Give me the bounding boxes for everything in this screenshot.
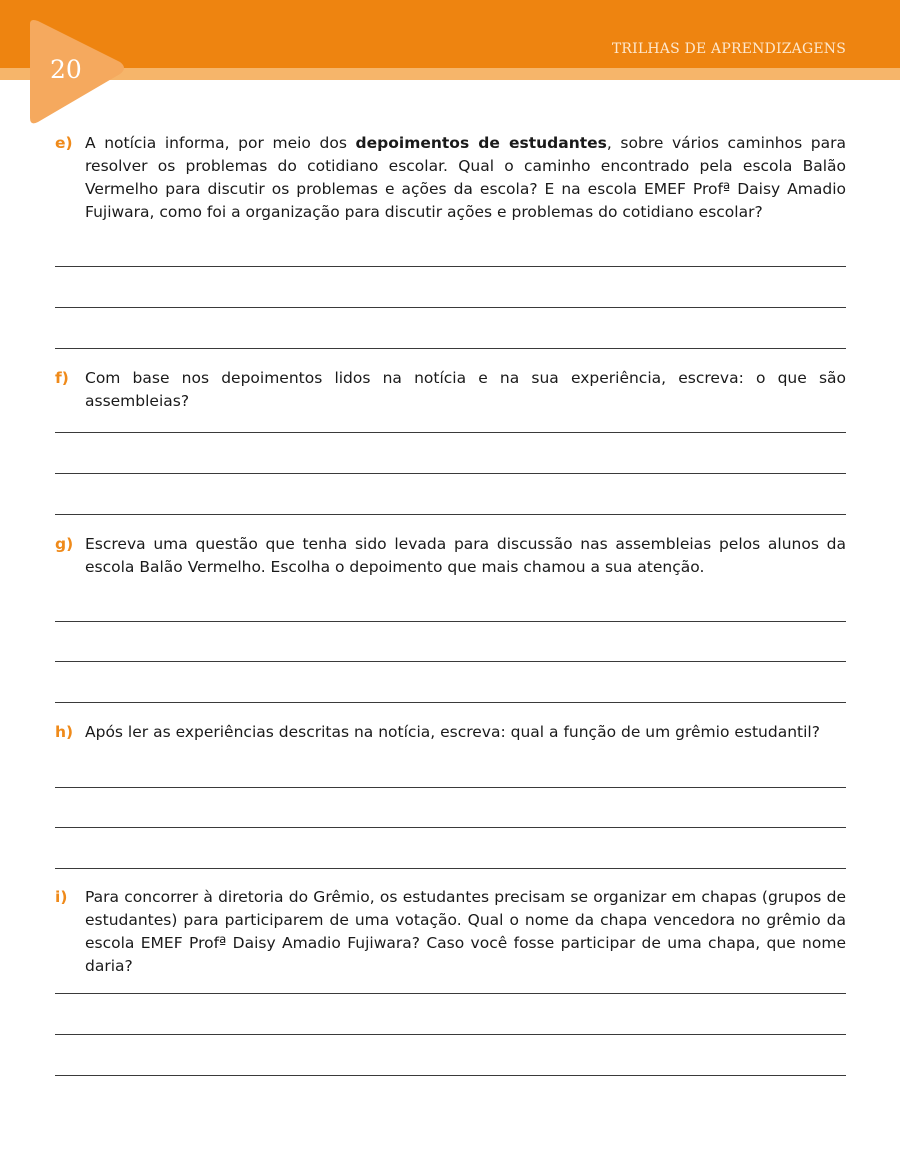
question-text: Escreva uma questão que tenha sido levada para discussão nas assembleias pelos alunos da escola Balão Vermelho. Escolha o depoimento que mais chamou a sua atenção. [85,535,846,576]
question-text: Para concorrer à diretoria do Grêmio, os estudantes precisam se organizar em chapas (grupos de estudantes) para participarem de uma votação. Qual o nome da chapa vencedora no grêmio da escola EMEF Profª Daisy Amadio Fujiwara? Caso você fosse participar de uma chapa, que nome daria? [85,888,846,975]
answer-line[interactable] [55,787,846,788]
answer-line[interactable] [55,307,846,308]
answer-line[interactable] [55,432,846,433]
answer-line[interactable] [55,702,846,703]
question-f [55,367,846,413]
question-letter: f) [55,369,69,387]
question-i [55,886,846,978]
question-e [55,132,846,224]
question-g [55,533,846,579]
question-text: Após ler as experiências descritas na notícia, escreva: qual a função de um grêmio estudantil? [85,723,820,741]
answer-line[interactable] [55,868,846,869]
question-letter: g) [55,535,74,553]
page-number: 20 [50,55,82,84]
header-band [0,0,900,68]
bold-phrase: depoimentos de estudantes [355,134,607,152]
header-stripe [0,68,900,80]
answer-line[interactable] [55,621,846,622]
answer-line[interactable] [55,266,846,267]
question-letter: e) [55,134,73,152]
question-text: A notícia informa, por meio dos depoimentos de estudantes, sobre vários caminhos para resolver os problemas do cotidiano escolar. Qual o caminho encontrado pela escola Balão Vermelho para discutir os problemas e ações da escola? E na escola EMEF Profª Daisy Amadio Fujiwara, como foi a organização para discutir ações e problemas do cotidiano escolar? [85,134,846,221]
header-title: TRILHAS DE APRENDIZAGENS [611,41,846,57]
answer-line[interactable] [55,348,846,349]
question-letter: h) [55,723,74,741]
answer-line[interactable] [55,827,846,828]
answer-line[interactable] [55,514,846,515]
question-h [55,721,846,744]
answer-line[interactable] [55,1034,846,1035]
question-letter: i) [55,888,68,906]
answer-line[interactable] [55,473,846,474]
answer-line[interactable] [55,1075,846,1076]
answer-line[interactable] [55,993,846,994]
answer-line[interactable] [55,661,846,662]
question-text: Com base nos depoimentos lidos na notícia e na sua experiência, escreva: o que são assembleias? [85,369,846,410]
